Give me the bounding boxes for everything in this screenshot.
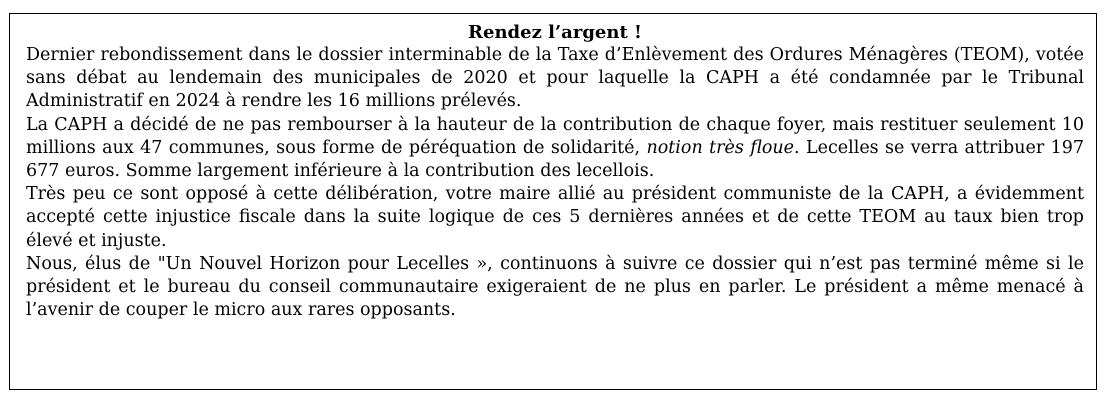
paragraph-3: Très peu ce sont opposé à cette délibération, votre maire allié au président communiste de la CAPH, a évidemment accepté cette injustice fiscale dans la suite logique de ces 5 dernières années et de cette TEOM au taux bien trop élevé et injuste. [26,184,1084,251]
paragraph-4: Nous, élus de "Un Nouvel Horizon pour Lecelles », continuons à suivre ce dossier qui n’est pas terminé même si le président et le bureau du conseil communautaire exigeraient de ne plus en parler. Le président a même menacé à l’avenir de couper le micro aux rares opposants. [26,253,1084,321]
paragraph-2-part-1: La CAPH a décidé de ne pas rembourser à la hauteur de la contribution de chaque foyer, mais restituer seulement 10 millions aux 47 communes, sous forme de péréquation de solidarité, [26,114,1084,158]
paragraph-1: Dernier rebondissement dans le dossier interminable de la Taxe d’Enlèvement des Ordures Ménagères (TEOM), votée sans débat au lendemain des municipales de 2020 et pour laquelle la CAPH a été condamnée par le Tribunal Administratif en 2024 à rendre les 16 millions prélevés. [26,45,1084,112]
text-box [9,13,1097,390]
paragraph-2-part-2: . Lecelles se verra attribuer 197 677 euros. Somme largement inférieure à la contribution des lecellois. [26,137,1084,182]
paragraph-2 [26,114,1084,184]
paragraph-2-italic: notion très floue [646,137,795,158]
article-title: Rendez l’argent ! [468,22,642,43]
